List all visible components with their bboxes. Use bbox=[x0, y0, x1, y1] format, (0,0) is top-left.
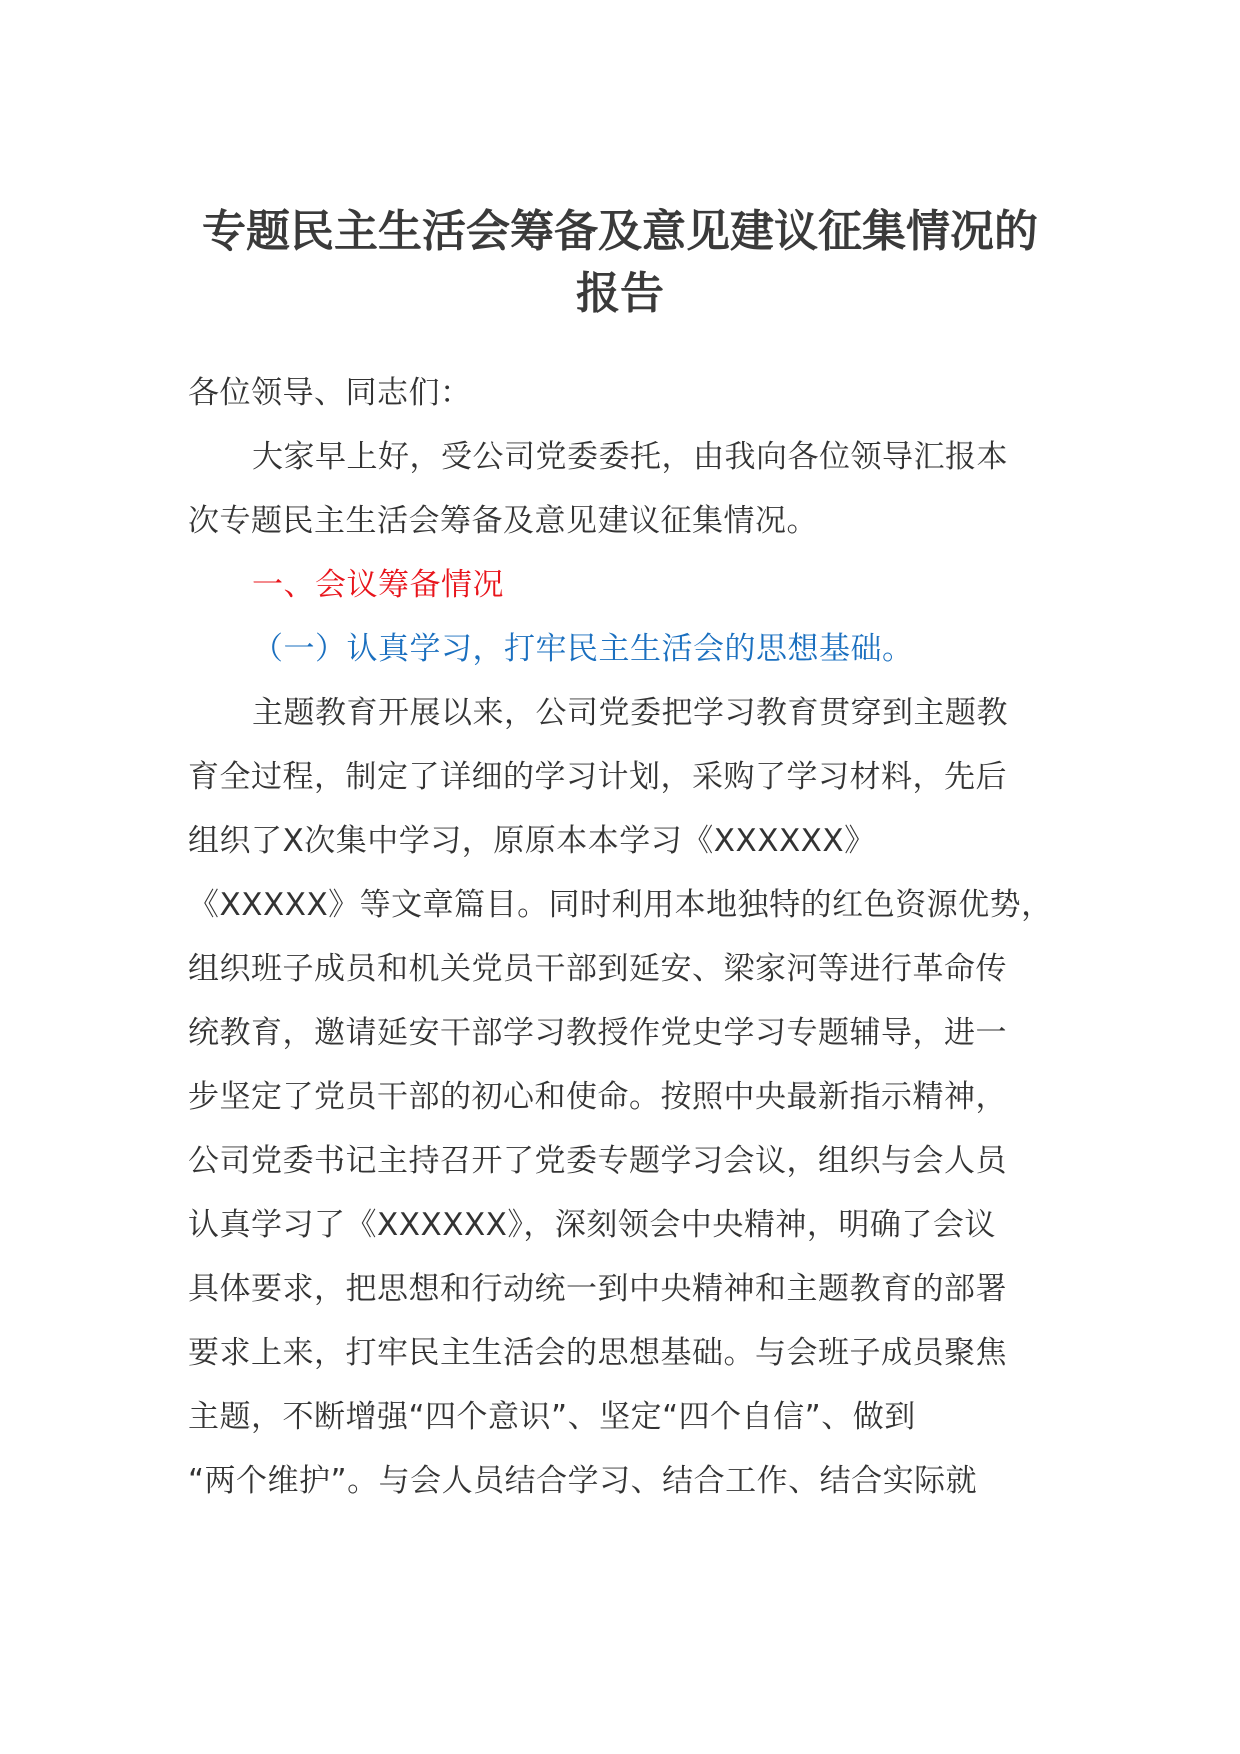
body-line: 步坚定了党员干部的初心和使命。按照中央最新指示精神， bbox=[188, 1079, 1007, 1115]
body-line: 认真学习了《XXXXXX》，深刻领会中央精神，明确了会议 bbox=[188, 1207, 996, 1243]
body-line: 《XXXXX》等文章篇目。同时利用本地独特的红色资源优势， bbox=[188, 887, 1053, 923]
body-line: 育全过程，制定了详细的学习计划，采购了学习材料，先后 bbox=[188, 759, 1007, 795]
section-heading: 一、会议筹备情况 bbox=[252, 567, 504, 603]
body-line: 组织班子成员和机关党员干部到延安、梁家河等进行革命传 bbox=[188, 951, 1007, 987]
document-title-line1: 专题民主生活会筹备及意见建议征集情况的 bbox=[202, 206, 1038, 257]
intro-line: 次专题民主生活会筹备及意见建议征集情况。 bbox=[188, 503, 818, 539]
body-line: 要求上来，打牢民主生活会的思想基础。与会班子成员聚焦 bbox=[188, 1335, 1007, 1371]
body-line: “两个维护”。与会人员结合学习、结合工作、结合实际就 bbox=[188, 1463, 978, 1499]
subsection-heading: （一）认真学习，打牢民主生活会的思想基础。 bbox=[252, 631, 914, 667]
body-line: 主题，不断增强“四个意识”、坚定“四个自信”、做到 bbox=[188, 1399, 916, 1435]
intro-line: 大家早上好，受公司党委委托，由我向各位领导汇报本 bbox=[252, 439, 1008, 475]
body-line: 具体要求，把思想和行动统一到中央精神和主题教育的部署 bbox=[188, 1271, 1007, 1307]
salutation: 各位领导、同志们： bbox=[188, 375, 472, 411]
body-line: 主题教育开展以来，公司党委把学习教育贯穿到主题教 bbox=[252, 695, 1008, 731]
document-title-line2: 报告 bbox=[576, 268, 664, 319]
body-line: 公司党委书记主持召开了党委专题学习会议，组织与会人员 bbox=[188, 1143, 1007, 1179]
body-line: 组织了X次集中学习，原原本本学习《XXXXXX》 bbox=[188, 823, 876, 859]
body-line: 统教育，邀请延安干部学习教授作党史学习专题辅导，进一 bbox=[188, 1015, 1007, 1051]
